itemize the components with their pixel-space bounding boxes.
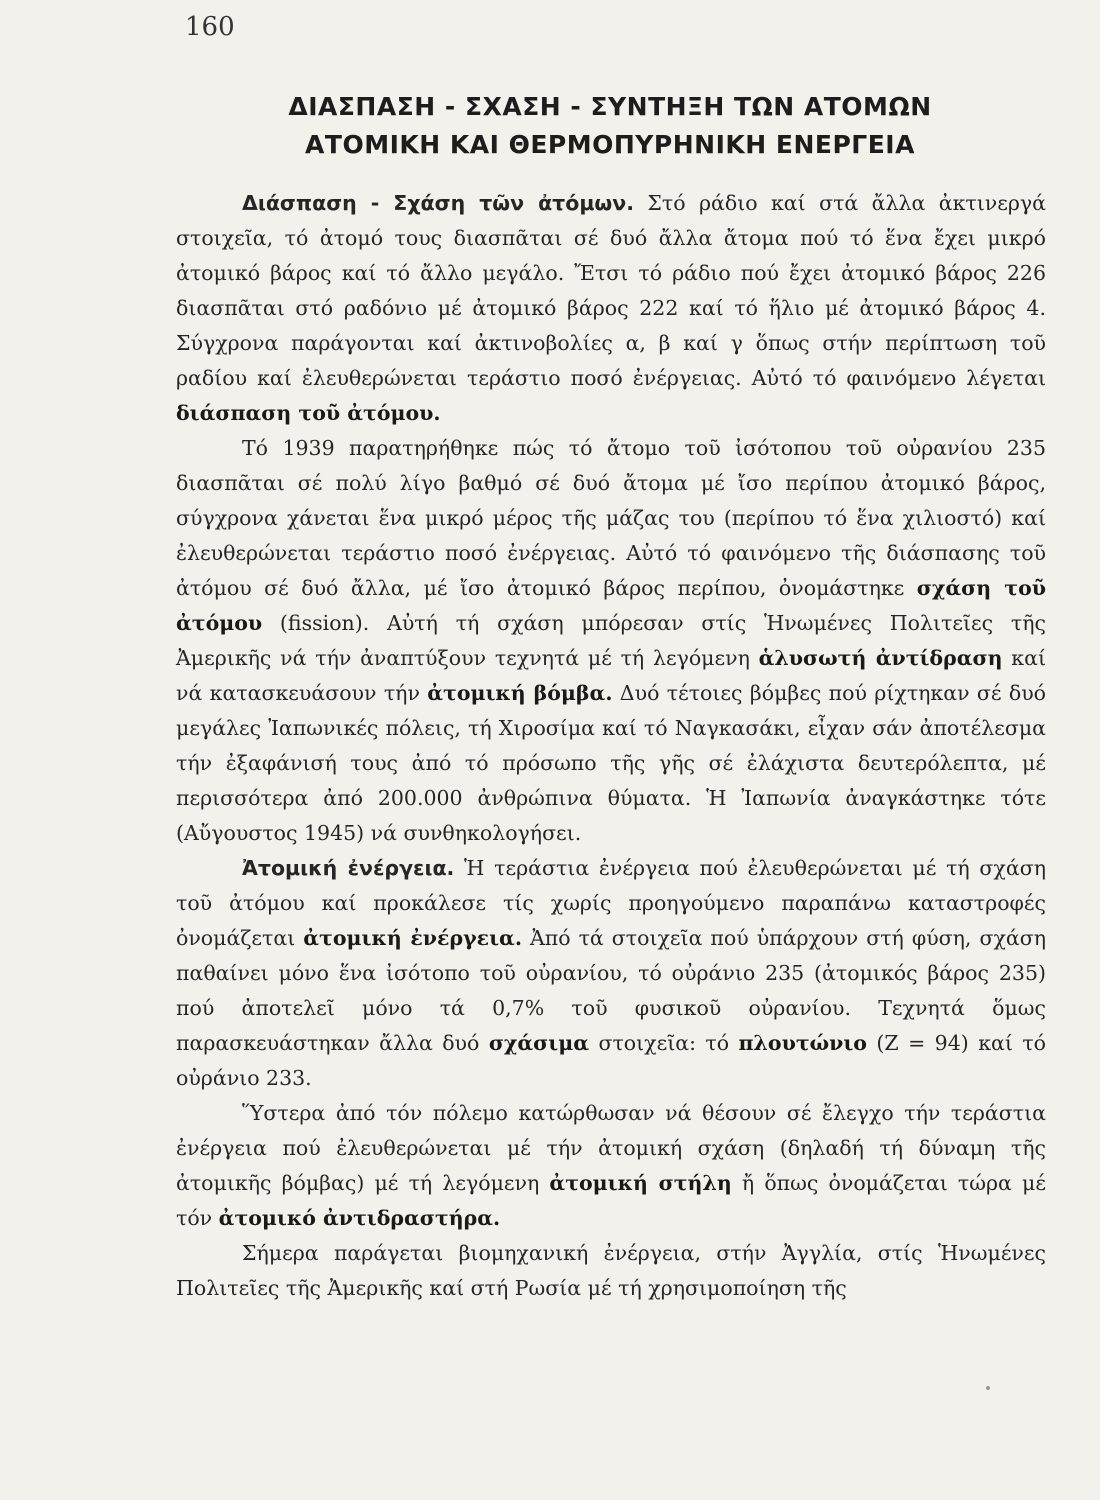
term-plutonium: πλουτώνιο (738, 1031, 867, 1055)
term-atomic-energy: ἀτομική ἐνέργεια. (303, 926, 522, 950)
paragraph-text: Ἡ τεράστια ἐνέργεια πού ἐλευθερώνεται μέ τή σχάση τοῦ ἀτόμου καί προκάλεσε τίς χωρίς προηγούμενο παραπάνω καταστροφές ὀνομάζεται (176, 856, 1046, 950)
paragraph-text: Δυό τέτοιες βόμβες πού ρίχτηκαν σέ δυό μεγάλες Ἰαπωνικές πόλεις, τή Χιροσίμα καί τό Ναγκασάκι, εἶχαν σάν ἀποτέλεσμα τήν ἐξαφάνισή τους ἀπό τό πρόσωπο τῆς γῆς σέ ἐλάχιστα δευτερόλεπτα, μέ περισσότερα ἀπό 200.000 ἀνθρώπινα θύματα. Ἡ Ἰαπωνία ἀναγκάστηκε τότε (Αὔγουστος 1945) νά συνθηκολογήσει. (176, 681, 1046, 845)
paragraph-text: (Z = 94) καί τό οὐράνιο 233. (176, 1031, 1047, 1090)
page-subtitle: ΑΤΟΜΙΚΗ ΚΑΙ ΘΕΡΜΟΠΥΡΗΝΙΚΗ ΕΝΕΡΓΕΙΑ (305, 130, 915, 159)
paragraph-atomic-energy (176, 851, 1046, 1096)
paragraph-industrial-energy (176, 1236, 1046, 1306)
paragraph-text: Ἀπό τά στοιχεῖα πού ὑπάρχουν στή φύση, σχάση παθαίνει μόνο ἕνα ἰσότοπο τοῦ οὐρανίου, τό οὐράνιο 235 (ἀτομικός βάρος 235) πού ἀποτελεῖ μόνο τά 0,7% τοῦ φυσικοῦ οὐρανίου. Τεχνητά ὅμως παρασκευάστηκαν ἄλλα δυό (176, 926, 1046, 1055)
body-text (176, 186, 1046, 1306)
page-number: 160 (185, 12, 235, 42)
paragraph-reactor (176, 1096, 1046, 1236)
section-heading-decay: Διάσπαση - Σχάση τῶν ἀτόμων. (242, 191, 634, 215)
paragraph-text: Τό 1939 παρατηρήθηκε πώς τό ἄτομο τοῦ ἰσότοπου τοῦ οὐρανίου 235 διασπᾶται σέ πολύ λίγο βαθμό σέ δυό ἄτομα μέ ἴσο περίπου ἀτομικό βάρος, σύγχρονα χάνεται ἕνα μικρό μέρος τῆς μάζας του (περίπου τό ἕνα χιλιοστό) καί ἐλευθερώνεται τεράστιο ποσό ἐνέργειας. Αὐτό τό φαινόμενο τῆς διάσπασης τοῦ ἀτόμου σέ δυό ἄλλα, μέ ἴσο ἀτομικό βάρος περίπου, ὀνομάστηκε (176, 436, 1046, 600)
print-speck (986, 1386, 990, 1390)
term-atomic-pile: ἀτομική στήλη (549, 1171, 732, 1195)
term-atom-fission: σχάση τοῦ ἀτόμου (176, 576, 1046, 635)
heading-block (170, 88, 1050, 164)
paragraph-text: στοιχεῖα: τό (589, 1031, 739, 1055)
paragraph-text: Ὕστερα ἀπό τόν πόλεμο κατώρθωσαν νά θέσουν σέ ἔλεγχο τήν τεράστια ἐνέργεια πού ἐλευθερώνεται μέ τήν ἀτομική σχάση (δηλαδή τή δύναμη τῆς ἀτομικῆς βόμβας) μέ τή λεγόμενη (176, 1101, 1046, 1195)
paragraph-fission-1939 (176, 431, 1046, 851)
term-atom-decay: διάσπαση τοῦ ἀτόμου. (176, 401, 441, 425)
term-fissile: σχάσιμα (488, 1031, 590, 1055)
page-title: ΔΙΑΣΠΑΣΗ - ΣΧΑΣΗ - ΣΥΝΤΗΞΗ ΤΩΝ ΑΤΟΜΩΝ (288, 92, 932, 121)
paragraph-text: (fission). Αὐτή τή σχάση μπόρεσαν στίς Ἡνωμένες Πολιτεῖες τῆς Ἀμερικῆς νά τήν ἀναπτύξουν τεχνητά μέ τή λεγόμενη (176, 611, 1046, 670)
paragraph-fission-intro (176, 186, 1046, 431)
term-atomic-reactor: ἀτομικό ἀντιδραστήρα. (218, 1206, 501, 1230)
term-chain-reaction: ἁλυσωτή ἀντίδραση (758, 646, 1003, 670)
paragraph-text: καί νά κατασκευάσουν τήν (176, 646, 1046, 705)
paragraph-text: Σήμερα παράγεται βιομηχανική ἐνέργεια, στήν Ἀγγλία, στίς Ἡνωμένες Πολιτεῖες τῆς Ἀμερικῆς καί στή Ρωσία μέ τή χρησιμοποίηση τῆς (176, 1241, 1046, 1300)
paragraph-text: ἤ ὅπως ὀνομάζεται τώρα μέ τόν (176, 1171, 1046, 1230)
term-atomic-bomb: ἀτομική βόμβα. (427, 681, 613, 705)
paragraph-text: Στό ράδιο καί στά ἄλλα ἀκτινεργά στοιχεῖα, τό ἀτομό τους διασπᾶται σέ δυό ἄλλα ἄτομα πού τό ἕνα ἔχει μικρό ἀτομικό βάρος καί τό ἄλλο μεγάλο. Ἔτσι τό ράδιο πού ἔχει ἀτομικό βάρος 226 διασπᾶται στό ραδόνιο μέ ἀτομικό βάρος 222 καί τό ἥλιο μέ ἀτομικό βάρος 4. Σύγχρονα παράγονται καί ἀκτινοβολίες α, β καί γ ὅπως στήν περίπτωση τοῦ ραδίου καί ἐλευθερώνεται τεράστιο ποσό ἐνέργειας. Αὐτό τό φαινόμενο λέγεται (176, 191, 1046, 390)
section-heading-atomic-energy: Ἀτομική ἐνέργεια. (242, 856, 455, 880)
